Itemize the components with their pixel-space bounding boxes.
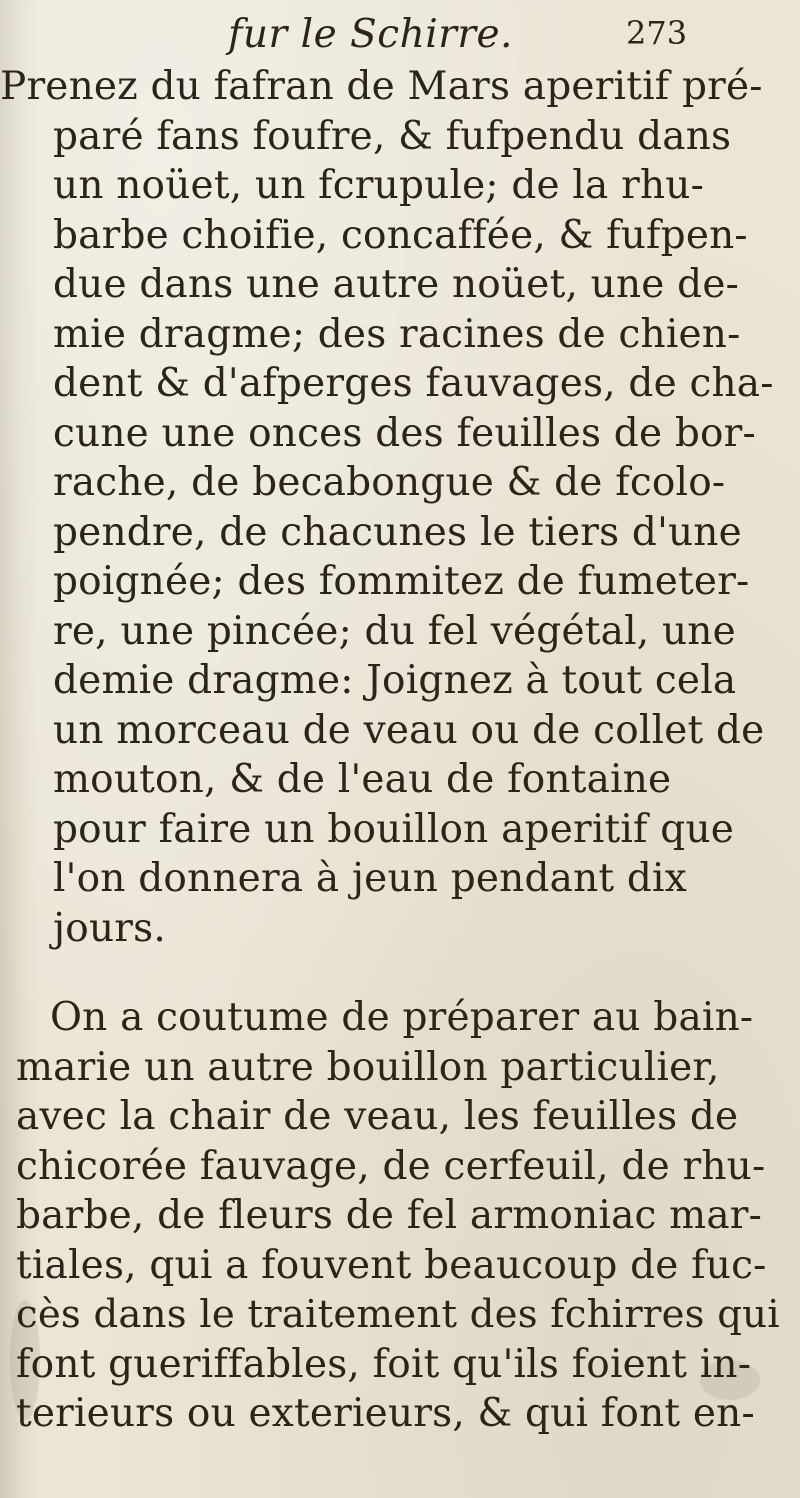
text-line: cune une onces des feuilles de bor-: [53, 410, 756, 456]
text-line: re, une pincée; du fel végétal, une: [53, 608, 736, 654]
text-line: chicorée fauvage, de cerfeuil, de rhu-: [16, 1143, 766, 1189]
text-line: due dans une autre noüet, une de-: [53, 262, 739, 307]
text-line: un morceau de veau ou de collet de: [53, 707, 765, 753]
text-line: l'on donnera à jeun pendant dix: [53, 856, 687, 901]
text-line: font gueriffables, foit qu'ils foient in-: [16, 1341, 752, 1387]
text-line: poignée; des fommitez de fumeter-: [53, 559, 750, 604]
text-line: pendre, de chacunes le tiers d'une: [53, 509, 742, 555]
text-line: barbe choifie, concaffée, & fufpen-: [53, 212, 748, 258]
text-line: terieurs ou exterieurs, & qui font en-: [16, 1391, 755, 1436]
page-number: 273: [626, 14, 688, 52]
body-text: [0, 62, 800, 1439]
text-line: paré fans foufre, & fufpendu dans: [53, 113, 732, 159]
text-line: mie dragme; des racines de chien-: [53, 311, 741, 357]
text-line: Prenez du fafran de Mars aperitif pré-: [0, 64, 763, 109]
text-line: jours.: [53, 905, 166, 951]
text-line: rache, de becabongue & de fcolo-: [53, 460, 726, 505]
text-line: On a coutume de préparer au bain-: [50, 995, 754, 1040]
paragraph: [0, 993, 800, 1439]
text-line: demie dragme: Joignez à tout cela: [53, 658, 737, 703]
text-line: barbe, de fleurs de fel armoniac mar-: [16, 1193, 763, 1238]
text-line: avec la chair de veau, les feuilles de: [16, 1094, 739, 1139]
page-header: [0, 6, 800, 62]
text-line: cès dans le traitement des fchirres qui: [16, 1292, 780, 1337]
running-title: fur le Schirre.: [228, 12, 513, 57]
text-line: mouton, & de l'eau de fontaine: [53, 757, 672, 802]
text-line: un noüet, un fcrupule; de la rhu-: [53, 163, 704, 208]
text-line: pour faire un bouillon aperitif que: [53, 806, 735, 852]
paragraph: [0, 62, 800, 953]
text-line: tiales, qui a fouvent beaucoup de fuc-: [16, 1242, 767, 1288]
text-line: marie un autre bouillon particulier,: [16, 1044, 720, 1090]
text-line: dent & d'afperges fauvages, de cha-: [53, 361, 774, 406]
